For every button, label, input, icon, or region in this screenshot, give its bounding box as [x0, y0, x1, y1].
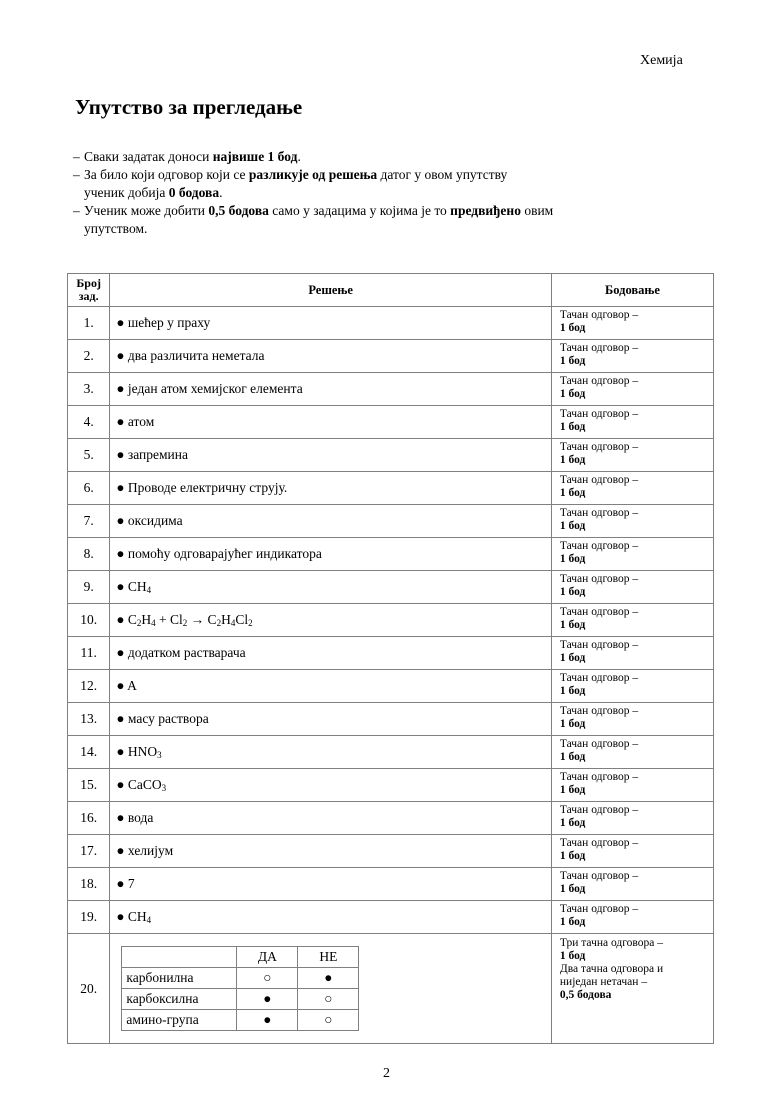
scoring-label: Тачан одговор –	[559, 705, 639, 717]
instruction-item	[73, 148, 693, 166]
scoring-cell	[551, 340, 713, 373]
solution-cell	[110, 802, 552, 835]
text-run: Сваки задатак доноси	[84, 149, 213, 164]
scoring-points: 1 бод	[559, 388, 586, 400]
solution-cell	[110, 373, 552, 406]
scoring-points: 1 бод	[559, 950, 586, 962]
header-task-number: Број зад.	[68, 274, 110, 307]
text-run: .	[297, 149, 301, 164]
scoring-points: 1 бод	[559, 619, 586, 631]
task-number: 18.	[68, 868, 110, 901]
subject-header: Хемија	[640, 53, 683, 68]
task-number: 1.	[68, 307, 110, 340]
scoring-label: Тачан одговор –	[559, 771, 639, 783]
solution-cell	[110, 901, 552, 934]
text-run: + Cl	[155, 612, 183, 627]
scoring-cell	[551, 769, 713, 802]
solution-cell	[110, 703, 552, 736]
subscript: 4	[146, 585, 152, 595]
scoring-cell	[551, 901, 713, 934]
inner-row	[122, 989, 359, 1010]
text-run: упутством.	[84, 221, 148, 236]
mark-no: ○	[298, 1010, 359, 1031]
solution-cell	[110, 835, 552, 868]
text-run: ● Проводе електричну струју.	[116, 480, 288, 495]
text-run: ● CH	[116, 579, 147, 594]
scoring-points: 1 бод	[559, 487, 586, 499]
mark-yes: ●	[237, 989, 298, 1010]
scoring-label: ниједан нетачан –	[559, 976, 648, 988]
instruction-line	[84, 184, 693, 202]
bold-text: разликује од решења	[248, 167, 378, 182]
scoring-label: Тачан одговор –	[559, 507, 639, 519]
scoring-cell	[551, 538, 713, 571]
solution-cell	[110, 439, 552, 472]
text-run: ● помоћу одговарајућег индикатора	[116, 546, 322, 561]
table-row	[68, 439, 714, 472]
task-number: 17.	[68, 835, 110, 868]
scoring-cell	[551, 670, 713, 703]
solution-cell	[110, 505, 552, 538]
text-run: ● 7	[116, 876, 135, 891]
task-number: 8.	[68, 538, 110, 571]
table-row	[68, 340, 714, 373]
scoring-label: Тачан одговор –	[559, 738, 639, 750]
instruction-text	[84, 166, 693, 202]
subscript: 4	[146, 915, 152, 925]
solution-cell	[110, 604, 552, 637]
header-scoring: Бодовање	[551, 274, 713, 307]
table-row	[68, 934, 714, 1044]
subscript: 2	[248, 618, 253, 628]
scoring-points: 1 бод	[559, 685, 586, 697]
header-solution: Решење	[110, 274, 552, 307]
text-run: ● CH	[116, 909, 147, 924]
instruction-line	[84, 202, 693, 220]
text-run: H	[141, 612, 152, 627]
task-number: 4.	[68, 406, 110, 439]
scoring-cell	[551, 439, 713, 472]
text-run: ● масу раствора	[116, 711, 209, 726]
scoring-label: Тачан одговор –	[559, 837, 639, 849]
solution-cell	[110, 340, 552, 373]
text-run: ● CaCO	[116, 777, 162, 792]
instruction-line	[84, 148, 693, 166]
task-number: 2.	[68, 340, 110, 373]
mark-yes: ○	[237, 968, 298, 989]
table-row	[68, 307, 714, 340]
solution-cell	[110, 670, 552, 703]
text-run: ● C	[116, 612, 137, 627]
task-number: 16.	[68, 802, 110, 835]
inner-col-header: ДА	[237, 947, 298, 968]
instruction-item	[73, 202, 693, 238]
scoring-points: 1 бод	[559, 652, 586, 664]
inner-col-header: НЕ	[298, 947, 359, 968]
solution-cell	[110, 571, 552, 604]
scoring-points: 1 бод	[559, 817, 586, 829]
solution-cell	[110, 406, 552, 439]
scoring-cell	[551, 505, 713, 538]
scoring-points: 1 бод	[559, 586, 586, 598]
text-run: датог у овом упутству	[377, 167, 508, 182]
task-number: 20.	[68, 934, 110, 1044]
table-row	[68, 769, 714, 802]
text-run: ● додатком растварача	[116, 645, 246, 660]
solution-cell	[110, 868, 552, 901]
scoring-cell	[551, 868, 713, 901]
text-run: ученик добија	[84, 185, 169, 200]
task-number: 9.	[68, 571, 110, 604]
page-title: Упутство за прегледање	[75, 95, 303, 119]
text-run: ● два различита неметала	[116, 348, 265, 363]
text-run: ● A	[116, 678, 137, 693]
table-row	[68, 703, 714, 736]
text-run: ● један атом хемијског елемента	[116, 381, 303, 396]
solution-cell	[110, 934, 552, 1044]
text-run: ● хелијум	[116, 843, 174, 858]
functional-group-label: карбонилна	[122, 968, 237, 989]
table-row	[68, 505, 714, 538]
subscript: 2	[136, 618, 142, 628]
scoring-points: 1 бод	[559, 751, 586, 763]
scoring-label: Тачан одговор –	[559, 804, 639, 816]
instruction-item	[73, 166, 693, 202]
scoring-points: 0,5 бодова	[559, 989, 612, 1001]
inner-row	[122, 968, 359, 989]
solution-cell	[110, 538, 552, 571]
bold-text: највише 1 бод	[212, 149, 298, 164]
text-run: Cl	[235, 612, 249, 627]
task-number: 7.	[68, 505, 110, 538]
text-run: само у задацима у којима је то	[268, 203, 451, 218]
scoring-cell	[551, 637, 713, 670]
scoring-points: 1 бод	[559, 322, 586, 334]
instruction-line	[84, 220, 693, 238]
text-run: ● HNO	[116, 744, 158, 759]
scoring-label: Тачан одговор –	[559, 870, 639, 882]
inner-row	[122, 1010, 359, 1031]
scoring-cell	[551, 406, 713, 439]
functional-group-table	[121, 946, 359, 1031]
scoring-points: 1 бод	[559, 520, 586, 532]
scoring-label: Тачан одговор –	[559, 309, 639, 321]
scoring-label: Тачан одговор –	[559, 573, 639, 585]
scoring-label: Тачан одговор –	[559, 540, 639, 552]
scoring-label: Три тачна одговора –	[559, 937, 664, 949]
scoring-cell	[551, 571, 713, 604]
instruction-text	[84, 148, 693, 166]
scoring-label: Два тачна одговора и	[559, 963, 664, 975]
bold-text: 0,5 бодова	[208, 203, 269, 218]
text-run: ● шећер у праху	[116, 315, 211, 330]
table-row	[68, 736, 714, 769]
mark-no: ○	[298, 989, 359, 1010]
solution-cell	[110, 307, 552, 340]
subscript: 2	[216, 618, 222, 628]
scoring-cell	[551, 472, 713, 505]
scoring-points: 1 бод	[559, 883, 586, 895]
inner-corner	[122, 947, 237, 968]
task-number: 19.	[68, 901, 110, 934]
text-run: овим	[520, 203, 554, 218]
instructions-list	[73, 148, 693, 238]
mark-no: ●	[298, 968, 359, 989]
inner-header-row	[122, 947, 359, 968]
scoring-cell	[551, 934, 713, 1044]
task-number: 5.	[68, 439, 110, 472]
table-row	[68, 901, 714, 934]
task-number: 3.	[68, 373, 110, 406]
table-row	[68, 868, 714, 901]
scoring-cell	[551, 604, 713, 637]
scoring-points: 1 бод	[559, 916, 586, 928]
dash-marker: –	[73, 149, 80, 164]
functional-group-label: амино-група	[122, 1010, 237, 1031]
text-run: Ученик може добити	[84, 203, 209, 218]
dash-marker: –	[73, 203, 80, 218]
text-run: ● оксидима	[116, 513, 183, 528]
scoring-points: 1 бод	[559, 784, 586, 796]
scoring-label: Тачан одговор –	[559, 639, 639, 651]
scoring-label: Тачан одговор –	[559, 606, 639, 618]
text-run: За било који одговор који се	[84, 167, 249, 182]
table-row	[68, 637, 714, 670]
scoring-cell	[551, 736, 713, 769]
scoring-points: 1 бод	[559, 850, 586, 862]
scoring-cell	[551, 835, 713, 868]
scoring-cell	[551, 703, 713, 736]
scoring-label: Тачан одговор –	[559, 672, 639, 684]
answer-key-table	[67, 273, 714, 1044]
text-run: ● запремина	[116, 447, 189, 462]
scoring-label: Тачан одговор –	[559, 408, 639, 420]
scoring-points: 1 бод	[559, 421, 586, 433]
solution-cell	[110, 637, 552, 670]
text-run: ● вода	[116, 810, 154, 825]
page-number: 2	[383, 1066, 390, 1081]
text-run: ● атом	[116, 414, 155, 429]
task-number: 11.	[68, 637, 110, 670]
table-row	[68, 571, 714, 604]
task-number: 6.	[68, 472, 110, 505]
table-row	[68, 406, 714, 439]
table-row	[68, 835, 714, 868]
scoring-cell	[551, 802, 713, 835]
scoring-label: Тачан одговор –	[559, 342, 639, 354]
mark-yes: ●	[237, 1010, 298, 1031]
solution-cell	[110, 769, 552, 802]
scoring-points: 1 бод	[559, 355, 586, 367]
scoring-points: 1 бод	[559, 553, 586, 565]
bold-text: предвиђено	[450, 203, 521, 218]
task-number: 15.	[68, 769, 110, 802]
subscript: 3	[157, 750, 162, 760]
solution-cell	[110, 472, 552, 505]
scoring-cell	[551, 373, 713, 406]
text-run: → C	[187, 612, 217, 627]
table-row	[68, 604, 714, 637]
solution-cell	[110, 736, 552, 769]
text-run: .	[219, 185, 223, 200]
instruction-line	[84, 166, 693, 184]
scoring-label: Тачан одговор –	[559, 474, 639, 486]
task-number: 10.	[68, 604, 110, 637]
subscript: 2	[182, 618, 188, 628]
instruction-text	[84, 202, 693, 238]
scoring-points: 1 бод	[559, 454, 586, 466]
table-row	[68, 538, 714, 571]
scoring-label: Тачан одговор –	[559, 441, 639, 453]
scoring-label: Тачан одговор –	[559, 375, 639, 387]
subscript: 4	[151, 618, 156, 628]
functional-group-label: карбоксилна	[122, 989, 237, 1010]
table-row	[68, 373, 714, 406]
table-row	[68, 802, 714, 835]
scoring-points: 1 бод	[559, 718, 586, 730]
table-row	[68, 472, 714, 505]
task-number: 12.	[68, 670, 110, 703]
bold-text: 0 бодова	[168, 185, 220, 200]
table-row	[68, 670, 714, 703]
subscript: 3	[161, 783, 167, 793]
subscript: 4	[230, 618, 236, 628]
dash-marker: –	[73, 167, 80, 182]
task-number: 14.	[68, 736, 110, 769]
scoring-cell	[551, 307, 713, 340]
text-run: H	[221, 612, 231, 627]
scoring-label: Тачан одговор –	[559, 903, 639, 915]
task-number: 13.	[68, 703, 110, 736]
